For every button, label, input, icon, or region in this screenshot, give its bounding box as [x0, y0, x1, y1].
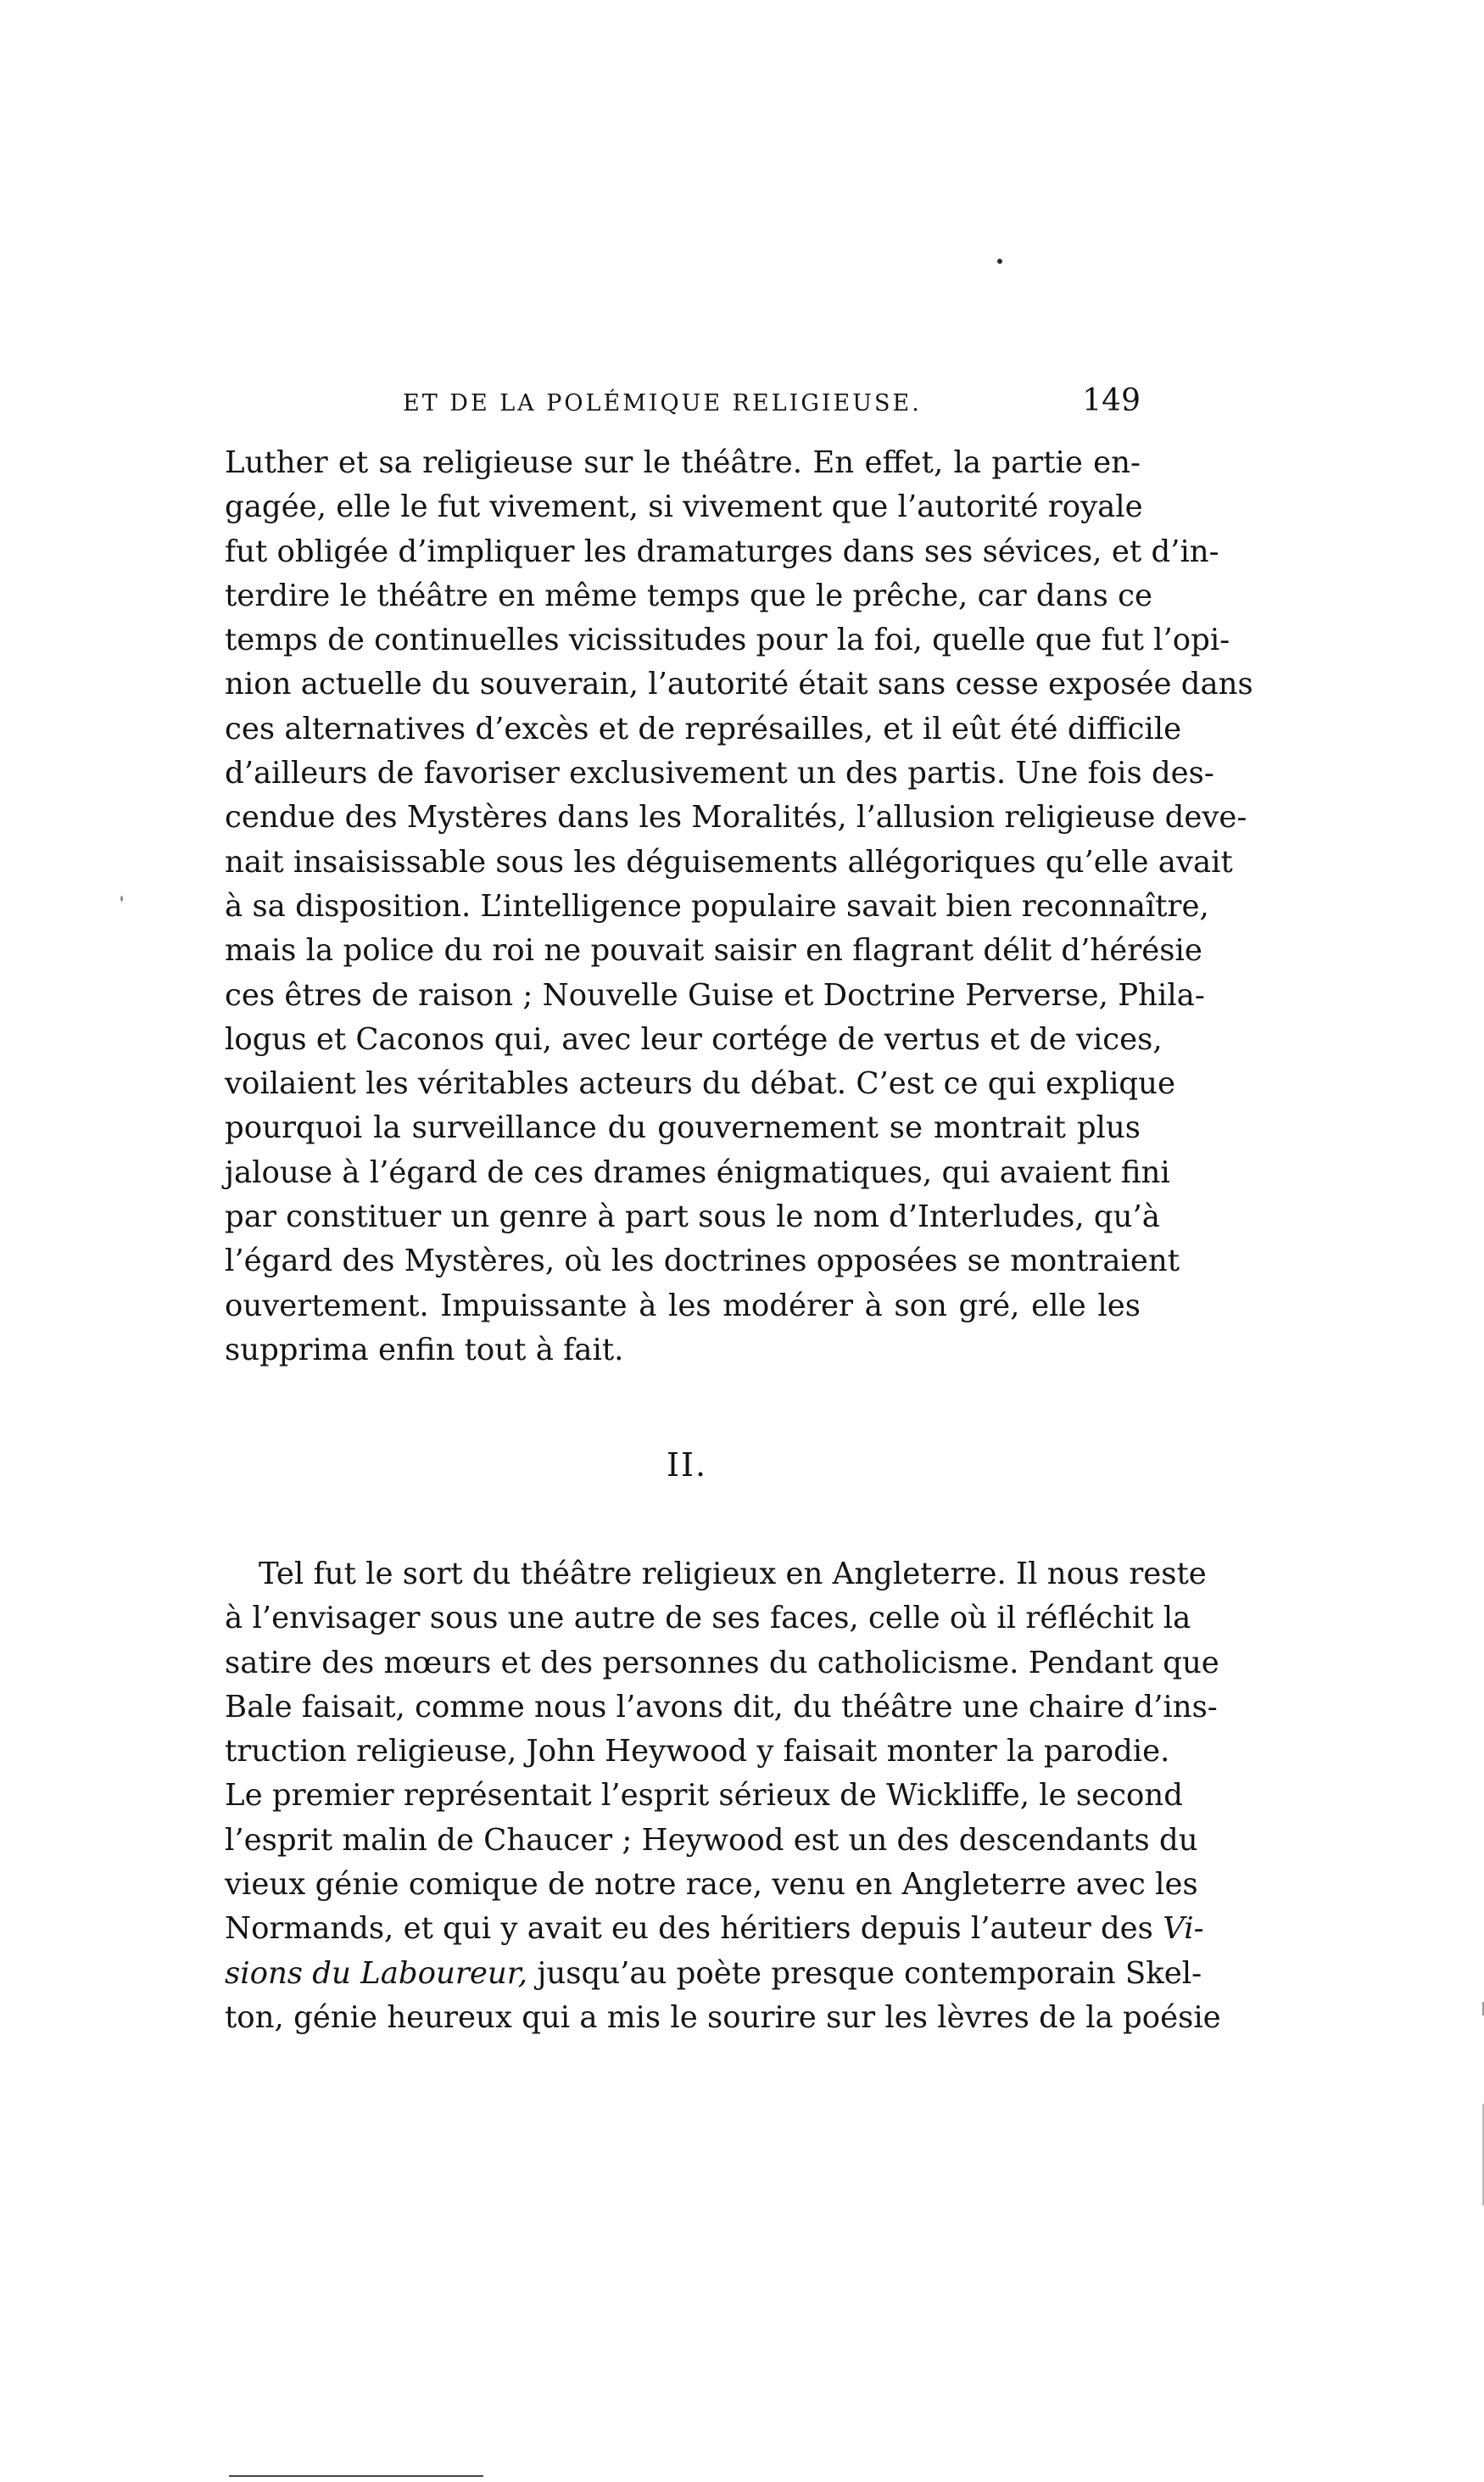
text-line [225, 1907, 1204, 1951]
text-line: gagée, elle le fut vivement, si vivement que l’autorité royale [225, 489, 1143, 525]
text-line: vieux génie comique de notre race, venu en Angleterre avec les [225, 1867, 1198, 1903]
text-line: à sa disposition. L’intelligence populaire savait bien reconnaître, [225, 888, 1209, 924]
text-line: nion actuelle du souverain, l’autorité était sans cesse exposée dans [225, 667, 1253, 702]
line-text: Normands, et qui y avait eu des héritiers depuis l’auteur des [225, 1911, 1153, 1947]
text-line: supprima enfin tout à fait. [225, 1332, 624, 1367]
page-number: 149 [1082, 383, 1141, 418]
text-line: l’égard des Mystères, où les doctrines opposées se montraient [225, 1244, 1180, 1279]
text-line: truction religieuse, John Heywood y faisait monter la parodie. [225, 1734, 1170, 1769]
bottom-rule [229, 2475, 483, 2477]
line-text: jusqu’au poète presque contemporain Skel- [537, 1955, 1202, 1991]
italic-title-start: Vi- [1163, 1911, 1204, 1947]
text-line: à l’envisager sous une autre de ses faces, celle où il réfléchit la [225, 1601, 1191, 1636]
text-line: l’esprit malin de Chaucer ; Heywood est un des descendants du [225, 1822, 1198, 1858]
running-title: ET DE LA POLÉMIQUE RELIGIEUSE. [403, 390, 922, 416]
paragraph-1 [225, 441, 1253, 1372]
text-line: ces alternatives d’excès et de représailles, et il eût été difficile [225, 711, 1182, 746]
section-number: II. [666, 1446, 708, 1484]
italic-title-end: sions du Laboureur, [225, 1955, 528, 1991]
text-line: pourquoi la surveillance du gouvernement se montrait plus [225, 1110, 1141, 1146]
paragraph-2 [225, 1552, 1221, 2040]
text-line: ces êtres de raison ; Nouvelle Guise et Doctrine Perverse, Phila- [225, 977, 1205, 1013]
text-line: Tel fut le sort du théâtre religieux en Angleterre. Il nous reste [259, 1557, 1207, 1591]
text-line: par constituer un genre à part sous le nom d’Interludes, qu’à [225, 1199, 1160, 1235]
text-line: ton, génie heureux qui a mis le sourire sur les lèvres de la poésie [225, 1999, 1221, 2035]
text-line: Luther et sa religieuse sur le théâtre. En effet, la partie en- [225, 445, 1141, 480]
text-line: Bale faisait, comme nous l’avons dit, du théâtre une chaire d’ins- [225, 1689, 1218, 1725]
text-line: terdire le théâtre en même temps que le prêche, car dans ce [225, 578, 1153, 613]
text-line [225, 1952, 1202, 1996]
text-line: logus et Caconos qui, avec leur cortége de vertus et de vices, [225, 1021, 1163, 1057]
text-line: fut obligée d’impliquer les dramaturges dans ses sévices, et d’in- [225, 534, 1219, 569]
ink-speck [120, 896, 123, 902]
text-line: voilaient les véritables acteurs du débat. C’est ce qui explique [225, 1066, 1176, 1102]
text-line: nait insaisissable sous les déguisements allégoriques qu’elle avait [225, 844, 1233, 880]
text-line: temps de continuelles vicissitudes pour la foi, quelle que fut l’opi- [225, 623, 1230, 658]
text-line: d’ailleurs de favoriser exclusivement un des partis. Une fois des- [225, 756, 1214, 791]
text-line: mais la police du roi ne pouvait saisir en flagrant délit d’hérésie [225, 933, 1202, 969]
text-line: Le premier représentait l’esprit sérieux de Wickliffe, le second [225, 1778, 1184, 1814]
text-line: ouvertement. Impuissante à les modérer à son gré, elle les [225, 1288, 1141, 1323]
running-header [225, 383, 1141, 426]
text-line: satire des mœurs et des personnes du catholicisme. Pendant que [225, 1645, 1219, 1680]
text-line: cendue des Mystères dans les Moralités, l’allusion religieuse deve- [225, 800, 1247, 836]
text-line: jalouse à l’égard de ces drames énigmatiques, qui avaient fini [225, 1154, 1170, 1190]
ink-speck [997, 259, 1002, 264]
